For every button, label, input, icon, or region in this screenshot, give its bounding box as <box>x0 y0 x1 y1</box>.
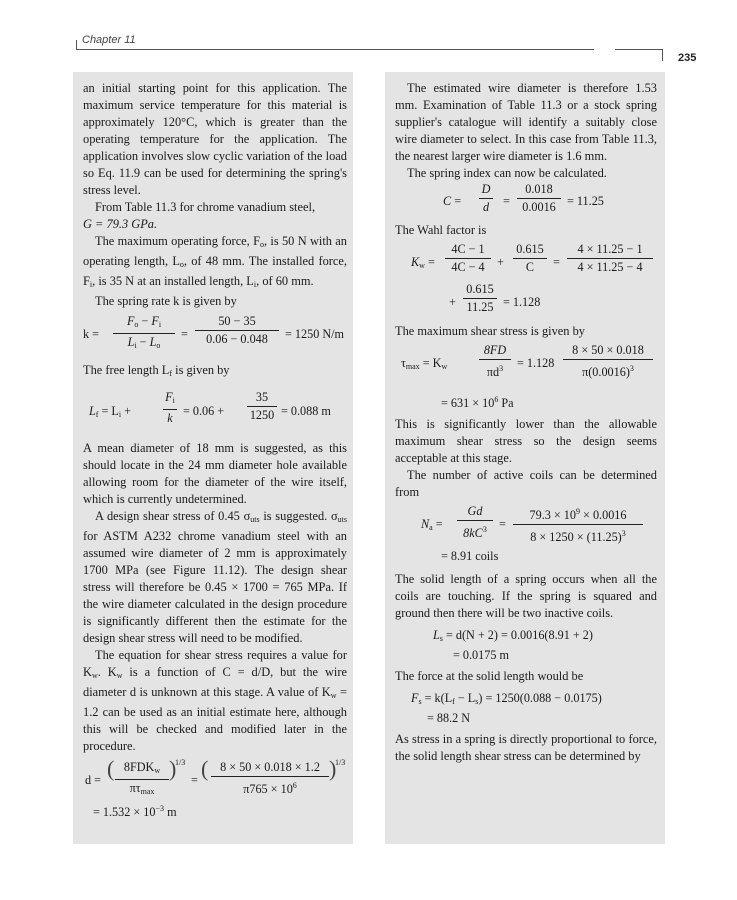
equation-spring-rate: k = $F_o - F_i$ $L_i - L_o$ = 50 − 35 0.06 − 0.048 = 1250 N/m <box>83 314 345 350</box>
header-rule <box>76 49 594 50</box>
paragraph: The spring index can now be calculated. <box>407 166 607 180</box>
paragraph: A mean diameter of 18 mm is suggested, as this should locate in the 24 mm diameter hole available allowing room for the diameter of the wire itself, which is currently undetermined. <box>83 441 347 506</box>
page-number: 235 <box>678 52 697 64</box>
paragraph: A design shear stress of 0.45 $\sigma_{uts}$ is suggested. $\sigma_{uts}$ for ASTM A232 chrome vanadium steel with an assumed wire diameter of 2 mm is approximately 1700 MPa (see Figure 11.12). The design shear stress will therefore be 0.45 × 1700 = 765 MPa. If the wire diameter calculated in the design procedure is significantly different then the estimate for the design shear stress will need to be modified. <box>83 509 348 645</box>
paragraph: As stress in a spring is directly proportional to force, the solid length shear stress can be determined by <box>395 732 657 763</box>
paragraph: From Table 11.3 for chrome vanadium steel, G = 79.3 GPa. <box>83 200 316 231</box>
equation-solid-length: $L_s = d(N + 2) = 0.0016(8.91 + 2)$ = 0.0175 m <box>433 628 593 662</box>
equation-active-coils: $N_a$ = Gd $8kC^3$ = $79.3 \times 10^9 \times 0.0016$ $8 \times 1250 \times (11.25)^3$ = 8.91 coils <box>395 501 657 571</box>
equation-wire-diameter: d = ( $8FDK_w$ $\pi\tau_{max}$ ) 1/3 = ( 8 × 50 × 0.018 × 1.2 $\pi 765 \times 10^6$ ) 1/3 = $1.532 \times 10^{-3}$ m <box>85 756 346 819</box>
equation-spring-index: C = D d = 0.018 0.0016 = 11.25 <box>443 182 604 214</box>
equation-wahl-factor: $K_w$ = 4C − 1 4C − 4 + 0.615 C = 4 × 11.25 − 1 4 × 11.25 − 4 + 0.615 11.25 = 1.128 <box>395 239 657 323</box>
paragraph: This is significantly lower than the allowable maximum shear stress so the design seems acceptable at this stage. <box>395 417 657 465</box>
paragraph: The Wahl factor is <box>395 223 487 237</box>
left-column <box>73 72 353 844</box>
paragraph: The estimated wire diameter is therefore 1.53 mm. Examination of Table 11.3 or a stock spring supplier's catalogue will identify a suitably close wire diameter to select. In this case from Table 11.3, the nearest larger wire diameter is 1.6 mm. <box>395 81 657 163</box>
running-header-chapter: Chapter 11 <box>82 34 136 46</box>
paragraph: The force at the solid length would be <box>395 669 584 683</box>
header-rule-right <box>615 49 662 50</box>
paragraph: an initial starting point for this application. The maximum service temperature for this material is approximately 120°C, which is greater than the operating temperature for the application. The application involves slow cyclic variation of the load so Eq. 11.9 can be used for determining the spring's stress level. <box>83 81 347 197</box>
equation-free-length: $L_f = L_i$ + $F_i$ k = 0.06 + 35 1250 = 0.088 m <box>89 390 331 425</box>
header-tick-right <box>662 49 663 61</box>
equation-max-shear-stress: $\tau_{max} = K_w$ 8FD $\pi d^3$ = 1.128 8 × 50 × 0.018 $\pi(0.0016)^3$ = $631 \times 10^6$ Pa <box>395 340 657 416</box>
paragraph: The number of active coils can be determined from <box>395 468 657 499</box>
paragraph: The maximum operating force, $F_o$, is 50 N with an operating length, $L_o$, of 48 mm. The installed force, $F_i$, is 35 N at an installed length, $L_i$, of 60 mm. <box>83 234 347 289</box>
right-column <box>385 72 665 844</box>
paragraph: The equation for shear stress requires a value for $K_w$. $K_w$ is a function of C = d/D, but the wire diameter d is unknown at this stage. A value of $K_w = 1.2$ can be used as an initial estimate here, although this will be checked and modified later in the procedure. <box>83 648 347 753</box>
paragraph: The spring rate k is given by <box>95 294 237 308</box>
paragraph: The free length $L_f$ is given by <box>83 363 230 378</box>
equation-solid-force: $F_s = k(L_f - L_s) = 1250(0.088 - 0.0175)$ = 88.2 N <box>411 691 602 725</box>
paragraph: The maximum shear stress is given by <box>395 324 585 338</box>
paragraph: The solid length of a spring occurs when all the coils are touching. If the spring is squared and ground then there will be two inactive coils. <box>395 572 657 620</box>
